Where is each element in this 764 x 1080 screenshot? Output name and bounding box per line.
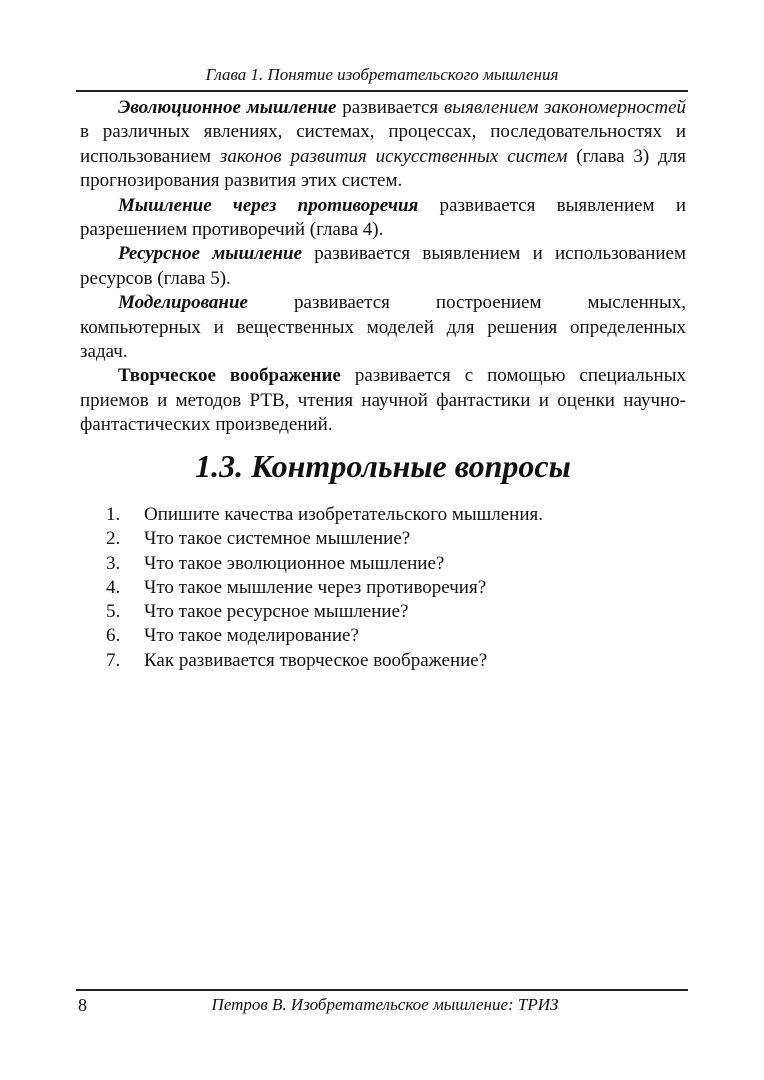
paragraph-creative-imagination	[80, 364, 686, 437]
question-text: Что такое моделирование?	[144, 625, 359, 647]
list-number: 2.	[106, 528, 121, 550]
italic-phrase: выявлением закономерностей	[443, 97, 686, 118]
paragraph-text: развивается с помощью специальных приемов и методов РТВ, чтения научной фантастики и оценки научно-фантастических произведений.	[80, 365, 686, 436]
term-resource-thinking: Ресурсное мышление	[118, 243, 303, 265]
question-text: Что такое мышление через противоречия?	[144, 576, 487, 598]
footer-book-title: Петров В. Изобретательское мышление: ТРИЗ	[211, 995, 559, 1014]
paragraph-resource-thinking	[80, 242, 686, 291]
paragraph-text: в различных явлениях, системах, процессах, последовательностях и использованием	[80, 121, 686, 167]
list-item	[106, 552, 543, 576]
paragraph-evolutionary-thinking	[80, 96, 686, 194]
term-evolutionary-thinking: Эволюционное мышление	[118, 97, 337, 118]
list-number: 6.	[106, 625, 121, 647]
footer-rule	[76, 989, 688, 991]
list-item	[106, 600, 543, 624]
question-text: Что такое системное мышление?	[144, 528, 411, 550]
paragraph-text: (глава 3) для прогнозирования развития этих систем.	[80, 145, 686, 192]
list-item	[106, 527, 543, 551]
italic-phrase: законов развития искусственных систем	[219, 145, 568, 167]
body-text	[80, 96, 686, 438]
list-item	[106, 503, 543, 527]
paragraph-text: развивается выявлением и использованием ресурсов (глава 5).	[80, 243, 687, 289]
paragraph-modeling	[80, 291, 686, 364]
list-number: 3.	[106, 552, 121, 574]
question-text: Опишите качества изобретательского мышления.	[144, 504, 544, 525]
list-number: 7.	[106, 649, 121, 671]
question-text: Как развивается творческое воображение?	[144, 649, 488, 671]
question-text: Что такое ресурсное мышление?	[144, 601, 409, 623]
running-header: Глава 1. Понятие изобретательского мышления	[205, 65, 559, 84]
paragraph-text: развивается выявлением и разрешением противоречий (глава 4).	[80, 194, 686, 241]
term-contradiction-thinking: Мышление через противоречия	[118, 194, 419, 216]
list-number: 1.	[106, 504, 121, 525]
term-creative-imagination: Творческое воображение	[118, 365, 341, 387]
paragraph-text: развивается построением мысленных, компьютерных и вещественных моделей для решения определенных задач.	[80, 292, 686, 363]
list-item	[106, 624, 543, 648]
questions-list	[106, 503, 543, 673]
header-rule	[76, 90, 688, 92]
page-number: 8	[78, 995, 87, 1015]
list-item	[106, 576, 543, 600]
question-text: Что такое эволюционное мышление?	[144, 552, 445, 574]
list-number: 5.	[106, 601, 121, 623]
list-number: 4.	[106, 576, 121, 598]
section-title: 1.3. Контрольные вопросы	[195, 448, 571, 484]
paragraph-contradiction-thinking	[80, 194, 686, 243]
term-modeling: Моделирование	[118, 292, 248, 314]
list-item	[106, 649, 543, 673]
paragraph-text: развивается	[336, 97, 444, 118]
